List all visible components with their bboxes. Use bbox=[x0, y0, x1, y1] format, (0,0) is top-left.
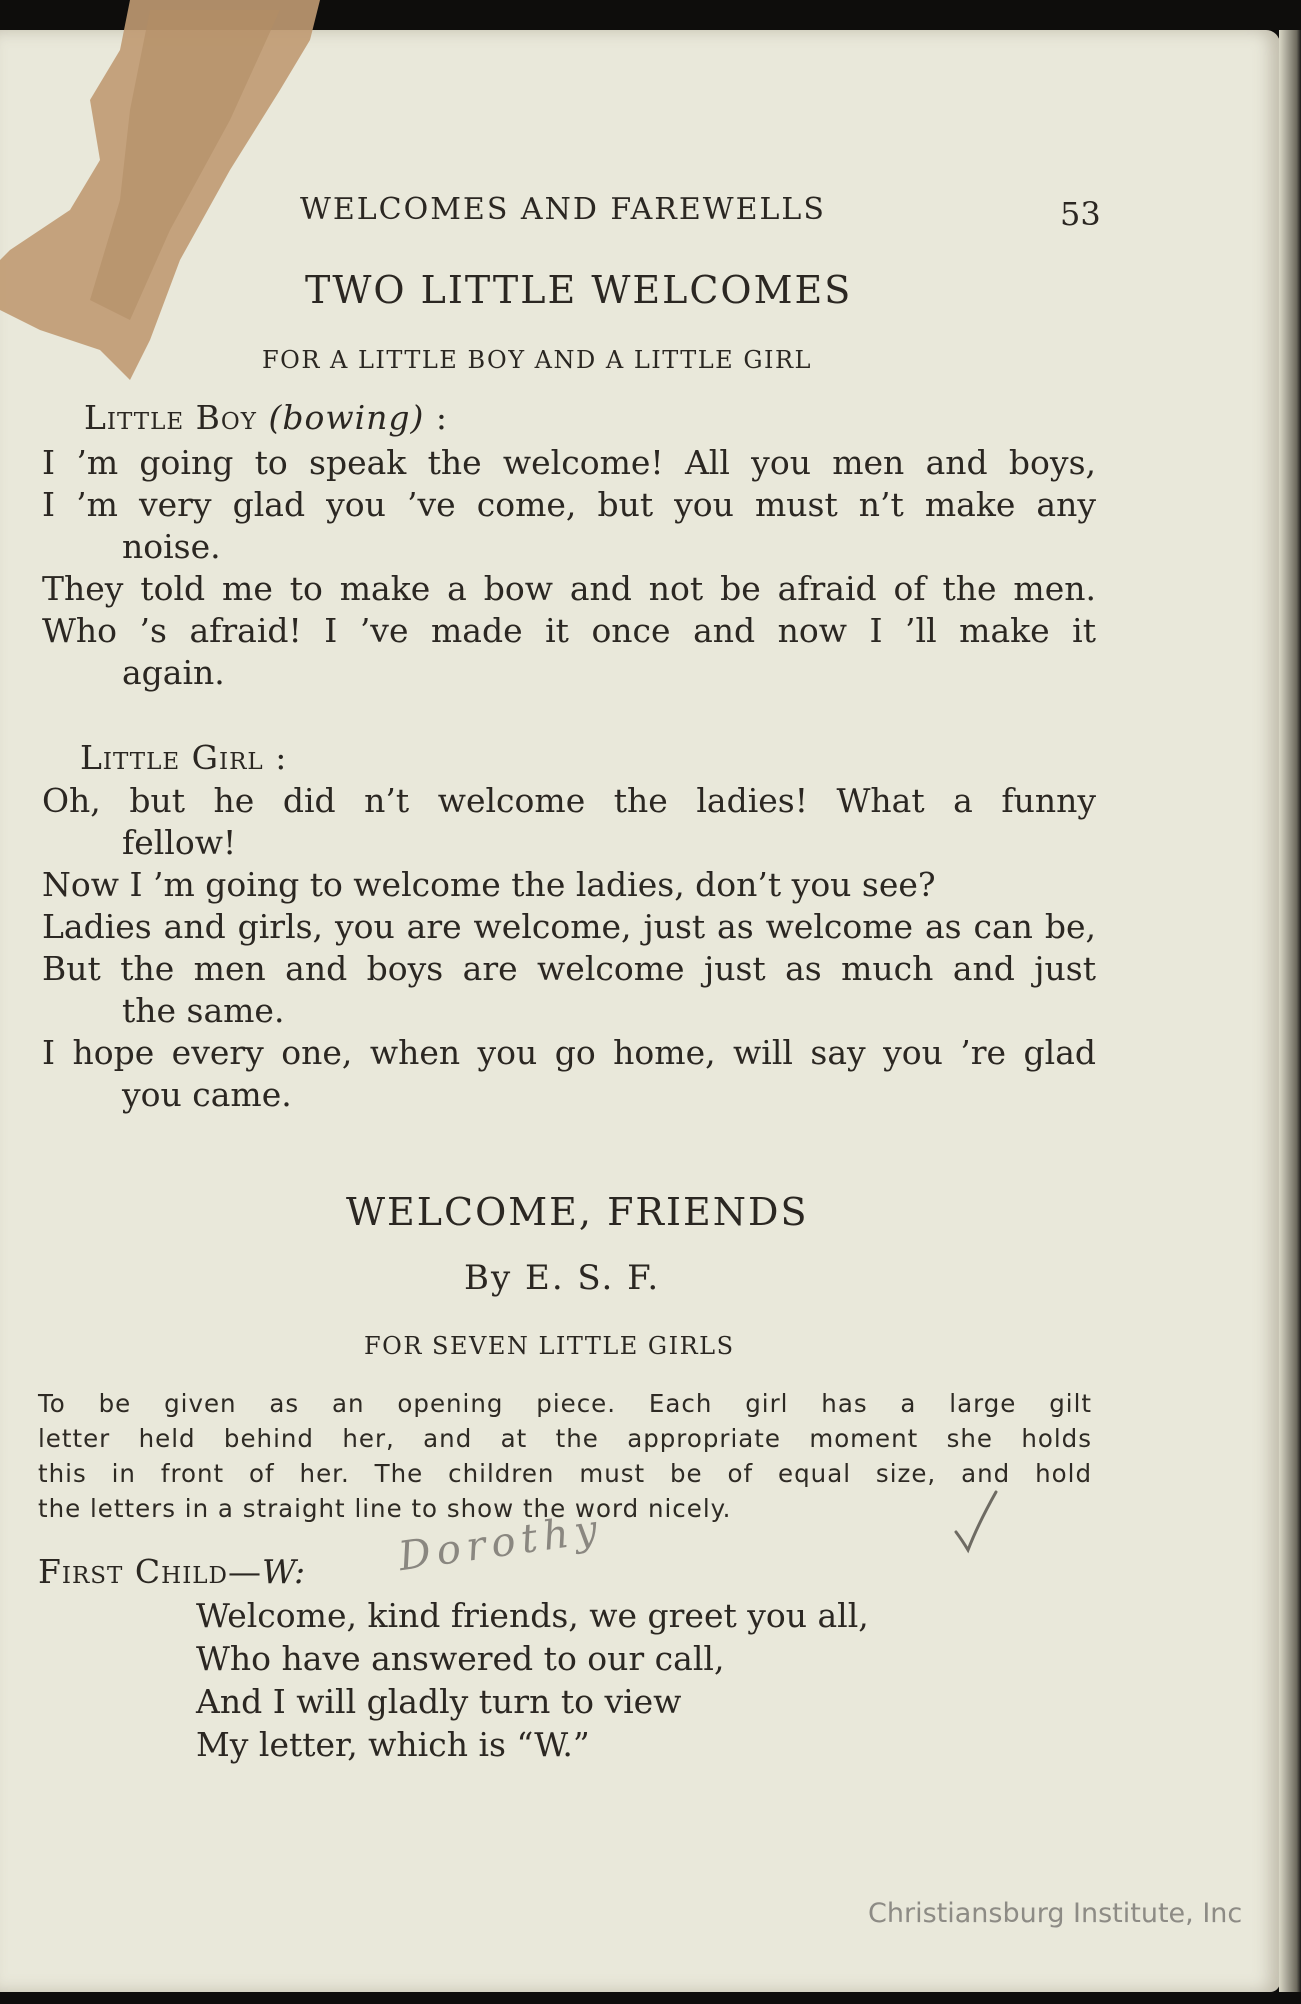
torn-tape bbox=[0, 0, 340, 380]
page-edge bbox=[1279, 30, 1301, 1992]
girl-speaker-label: Little Girl : bbox=[80, 738, 288, 777]
verse-line: fellow! bbox=[122, 823, 237, 862]
verse-line: But the men and boys are welcome just as much and just bbox=[42, 949, 1096, 988]
watermark: Christiansburg Institute, Inc bbox=[868, 1898, 1243, 1929]
speaker-colon: : bbox=[424, 398, 448, 437]
verse-line: They told me to make a bow and not be afraid of the men. bbox=[42, 569, 1096, 608]
poem-line: My letter, which is “W.” bbox=[196, 1725, 590, 1764]
piece2-subtitle: FOR SEVEN LITTLE GIRLS bbox=[364, 1332, 735, 1360]
verse-line: I hope every one, when you go home, will say you ’re glad bbox=[42, 1033, 1096, 1072]
poem-line: Welcome, kind friends, we greet you all, bbox=[196, 1596, 869, 1635]
poem-line: Who have answered to our call, bbox=[196, 1639, 725, 1678]
instruction-line: To be given as an opening piece. Each girl has a large gilt bbox=[38, 1389, 1092, 1418]
boy-verse bbox=[42, 442, 1096, 694]
page-number: 53 bbox=[1060, 195, 1101, 233]
verse-line: Who ’s afraid! I ’ve made it once and now I ’ll make it bbox=[42, 611, 1096, 650]
girl-verse bbox=[42, 780, 1096, 1116]
speaker-label: Little Boy bbox=[84, 398, 257, 437]
first-child-speaker bbox=[38, 1552, 306, 1591]
verse-line: Oh, but he did n’t welcome the ladies! What a funny bbox=[42, 781, 1096, 820]
verse-line: noise. bbox=[122, 527, 221, 566]
letter-label: W: bbox=[262, 1552, 307, 1591]
verse-line: again. bbox=[122, 653, 225, 692]
piece1-title: TWO LITTLE WELCOMES bbox=[305, 268, 853, 312]
speaker-label: First Child— bbox=[38, 1552, 262, 1591]
boy-speaker-line bbox=[84, 398, 448, 437]
verse-line: you came. bbox=[122, 1075, 292, 1114]
handwritten-name: Dorothy bbox=[395, 1505, 606, 1581]
verse-line: Now I ’m going to welcome the ladies, don’t you see? bbox=[42, 865, 936, 904]
piece1-subtitle: FOR A LITTLE BOY AND A LITTLE GIRL bbox=[262, 346, 812, 374]
stage-instructions bbox=[38, 1386, 1092, 1526]
piece2-byline: By E. S. F. bbox=[464, 1258, 661, 1298]
verse-line: I ’m very glad you ’ve come, but you must n’t make any bbox=[42, 485, 1096, 524]
piece2-title: WELCOME, FRIENDS bbox=[346, 1190, 809, 1234]
poem-line: And I will gladly turn to view bbox=[196, 1682, 682, 1721]
first-child-poem bbox=[196, 1594, 869, 1766]
verse-line: Ladies and girls, you are welcome, just as welcome as can be, bbox=[42, 907, 1096, 946]
instruction-line: this in front of her. The children must be of equal size, and hold bbox=[38, 1459, 1092, 1488]
check-mark-icon bbox=[952, 1488, 1002, 1558]
verse-line: the same. bbox=[122, 991, 285, 1030]
running-head: WELCOMES AND FAREWELLS bbox=[300, 192, 826, 227]
stage-direction: (bowing) bbox=[268, 398, 425, 437]
instruction-line: the letters in a straight line to show the word nicely. bbox=[38, 1494, 732, 1523]
instruction-line: letter held behind her, and at the appropriate moment she holds bbox=[38, 1424, 1092, 1453]
verse-line: I ’m going to speak the welcome! All you men and boys, bbox=[42, 443, 1096, 482]
